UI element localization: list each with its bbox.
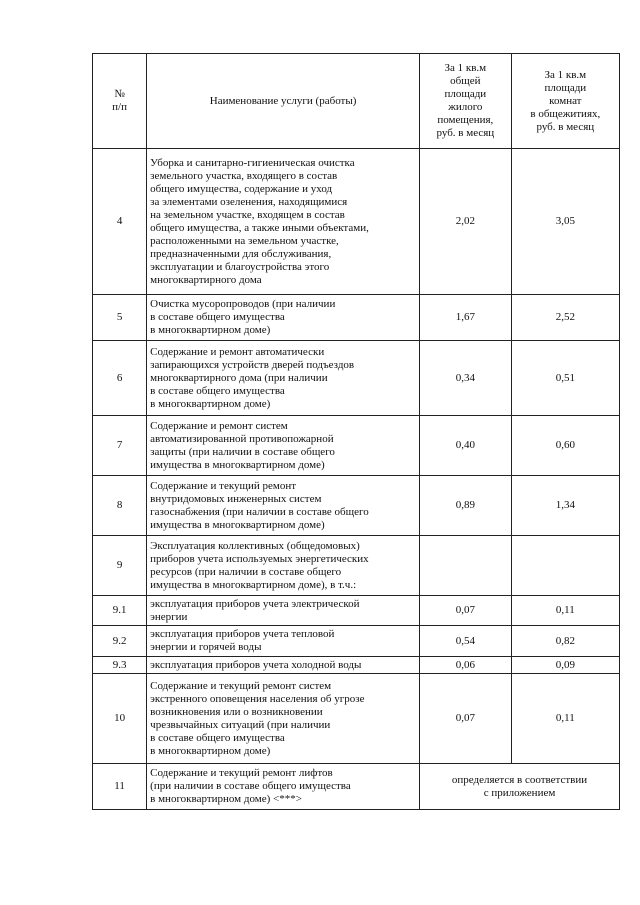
table-row	[93, 416, 620, 476]
header-per-sqm-dormitory: За 1 кв.м площади комнат в общежитиях, руб. в месяц	[511, 54, 619, 149]
row-service-name: Содержание и текущий ремонт внутридомовых инженерных систем газоснабжения (при наличии в составе общего имущества в многоквартирном доме)	[147, 476, 420, 536]
row-number: 9	[93, 536, 147, 596]
row-service-name: Уборка и санитарно-гигиеническая очистка земельного участка, входящего в состав общего имущества, содержание и уход за элементами озеленения, находящимися на земельном участке, входящем в состав общего имущества, а также иными объектами, расположенными на земельном участке, предназначенными для обслуживания, эксплуатации и благоустройства этого многоквартирного дома	[147, 149, 420, 295]
table-row	[93, 596, 620, 626]
table-row	[93, 626, 620, 657]
row-rate-dormitory: 0,82	[511, 626, 619, 657]
row-rate-dormitory: 2,52	[511, 295, 619, 341]
row-number: 5	[93, 295, 147, 341]
table-header-row	[93, 54, 620, 149]
row-service-name: Содержание и ремонт систем автоматизированной противопожарной защиты (при наличии в составе общего имущества в многоквартирном доме)	[147, 416, 420, 476]
row-rate-dormitory: 0,09	[511, 657, 619, 674]
row-number: 7	[93, 416, 147, 476]
row-rate-living: 0,40	[420, 416, 512, 476]
row-rate-living	[420, 536, 512, 596]
row-rate-dormitory: 3,05	[511, 149, 619, 295]
row-rate-living: 0,34	[420, 341, 512, 416]
row-number: 9.1	[93, 596, 147, 626]
row-service-name: эксплуатация приборов учета холодной воды	[147, 657, 420, 674]
row-rate-dormitory: 0,51	[511, 341, 619, 416]
row-rate-dormitory: 0,60	[511, 416, 619, 476]
table-row	[93, 476, 620, 536]
row-rate-living: 0,54	[420, 626, 512, 657]
row-rate-merged: определяется в соответствии с приложением	[420, 764, 620, 810]
table-row	[93, 341, 620, 416]
row-number: 10	[93, 674, 147, 764]
header-per-sqm-living: За 1 кв.м общей площади жилого помещения, руб. в месяц	[420, 54, 512, 149]
row-rate-living: 0,06	[420, 657, 512, 674]
table-row	[93, 674, 620, 764]
tariff-table	[92, 53, 620, 810]
row-rate-dormitory: 0,11	[511, 674, 619, 764]
row-number: 6	[93, 341, 147, 416]
row-number: 4	[93, 149, 147, 295]
row-rate-living: 1,67	[420, 295, 512, 341]
row-service-name: Содержание и текущий ремонт систем экстренного оповещения населения об угрозе возникновения или о возникновении чрезвычайных ситуаций (при наличии в составе общего имущества в многоквартирном доме)	[147, 674, 420, 764]
row-number: 9.3	[93, 657, 147, 674]
table-row	[93, 536, 620, 596]
header-number: № п/п	[93, 54, 147, 149]
row-rate-living: 0,07	[420, 596, 512, 626]
table-row	[93, 295, 620, 341]
row-number: 8	[93, 476, 147, 536]
row-rate-living: 2,02	[420, 149, 512, 295]
row-service-name: Содержание и текущий ремонт лифтов (при наличии в составе общего имущества в многоквартирном доме) <***>	[147, 764, 420, 810]
row-service-name: Содержание и ремонт автоматически запирающихся устройств дверей подъездов многоквартирного дома (при наличии в составе общего имущества в многоквартирном доме)	[147, 341, 420, 416]
row-rate-dormitory: 1,34	[511, 476, 619, 536]
table-row	[93, 764, 620, 810]
row-service-name: Очистка мусоропроводов (при наличии в составе общего имущества в многоквартирном доме)	[147, 295, 420, 341]
row-number: 9.2	[93, 626, 147, 657]
table-row	[93, 149, 620, 295]
row-number: 11	[93, 764, 147, 810]
row-rate-living: 0,89	[420, 476, 512, 536]
header-service-name: Наименование услуги (работы)	[147, 54, 420, 149]
row-service-name: Эксплуатация коллективных (общедомовых) приборов учета используемых энергетических ресурсов (при наличии в составе общего имущества в многоквартирном доме), в т.ч.:	[147, 536, 420, 596]
table-row	[93, 657, 620, 674]
row-rate-dormitory: 0,11	[511, 596, 619, 626]
row-rate-dormitory	[511, 536, 619, 596]
row-rate-living: 0,07	[420, 674, 512, 764]
row-service-name: эксплуатация приборов учета тепловой энергии и горячей воды	[147, 626, 420, 657]
row-service-name: эксплуатация приборов учета электрической энергии	[147, 596, 420, 626]
